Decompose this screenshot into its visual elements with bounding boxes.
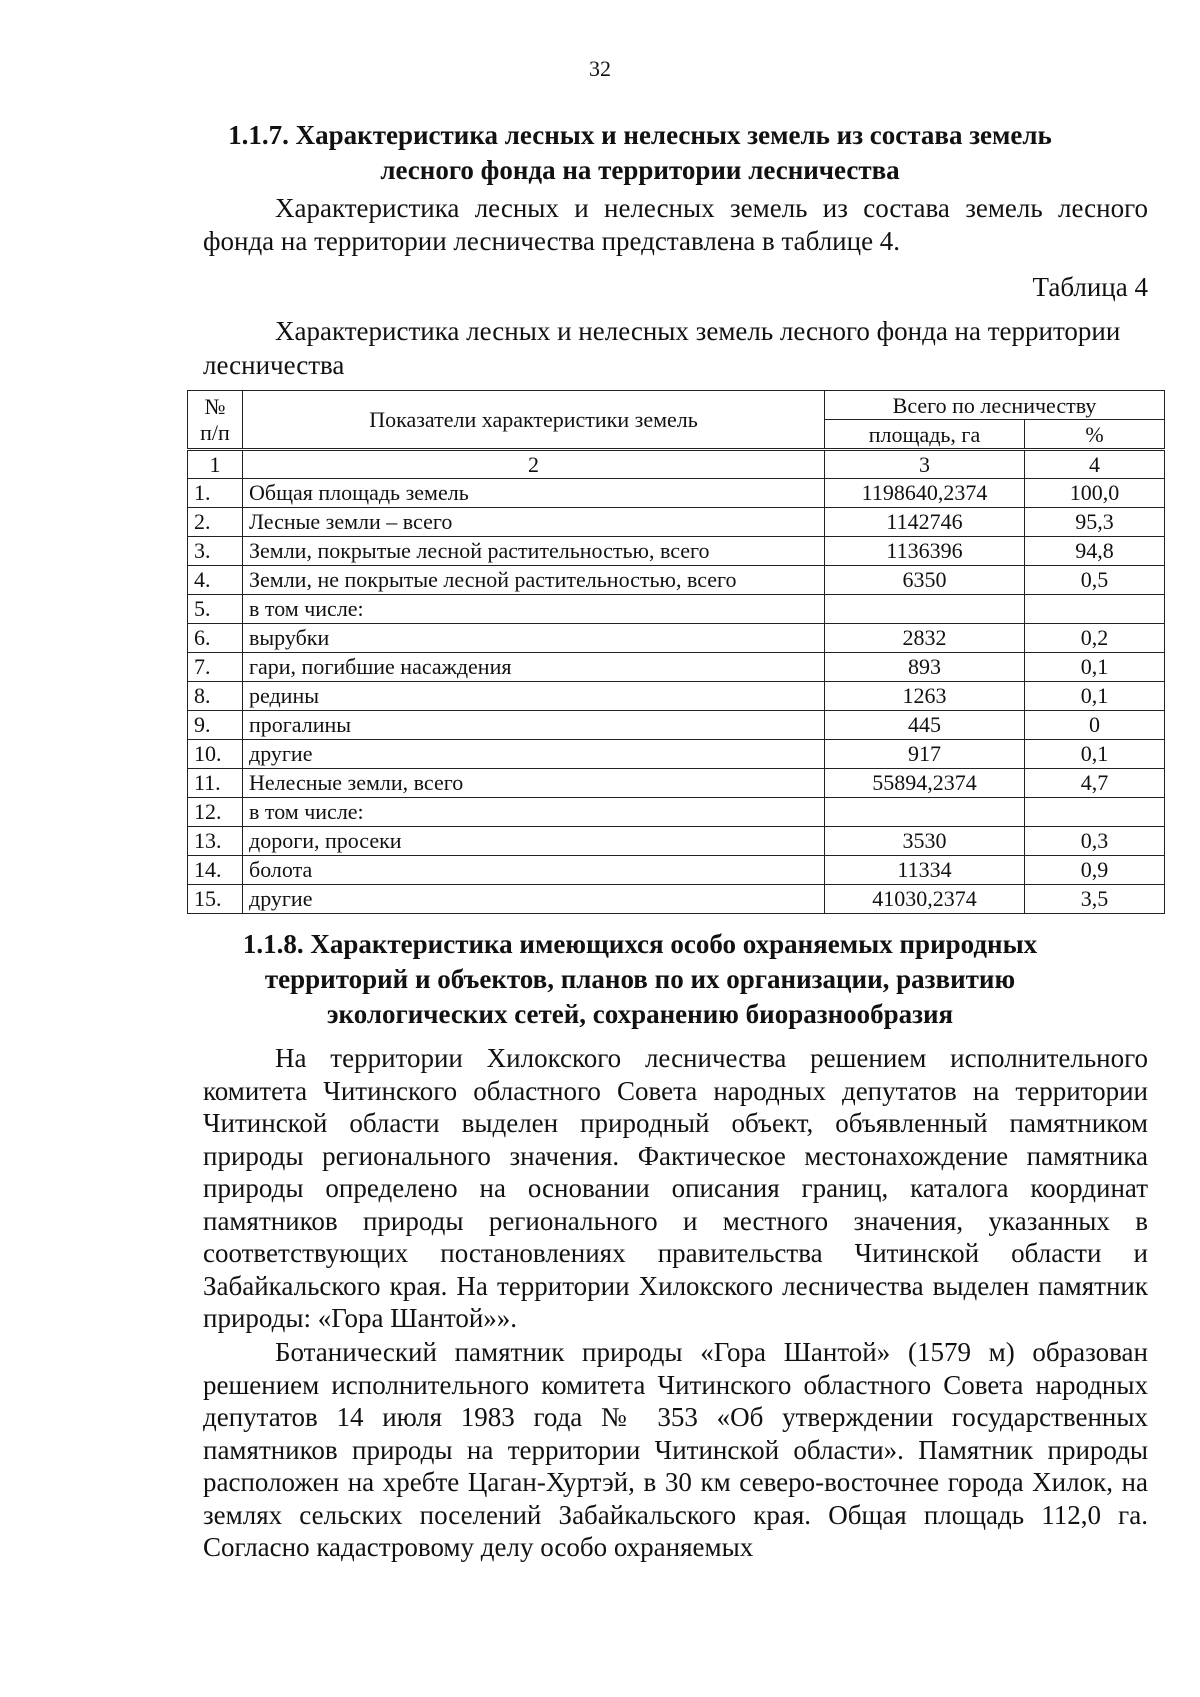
row-num: 2. [188,508,243,537]
row-area: 917 [825,740,1025,769]
row-num: 13. [188,827,243,856]
row-name: Земли, покрытые лесной растительностью, всего [243,537,825,566]
row-num: 7. [188,653,243,682]
table-row [188,508,1165,537]
row-name: дороги, просеки [243,827,825,856]
row-area [825,798,1025,827]
row-percent: 0,9 [1025,856,1165,885]
row-num: 9. [188,711,243,740]
row-name: Земли, не покрытые лесной растительностью, всего [243,566,825,595]
table-row [188,769,1165,798]
table-row [188,827,1165,856]
table-row [188,885,1165,914]
header-num: № п/п [188,391,243,450]
protected-areas-paragraph-1: На территории Хилокского лесничества решением исполнительного комитета Читинского областного Совета народных депутатов на территории Читинской области выделен природный объект, объявленный памятником природы регионального значения. Фактическое местонахождение памятника природы определено на основании описания границ, каталога координат памятников природы регионального и местного значения, указанных в соответствующих постановлениях правительства Читинской области и Забайкальского края. На территории Хилокского лесничества выделен памятник природы: «Гора Шантой»». [203,1043,1148,1333]
row-num: 3. [188,537,243,566]
column-number-row [188,450,1165,479]
table-row [188,711,1165,740]
row-area: 1136396 [825,537,1025,566]
row-name: другие [243,740,825,769]
row-area: 2832 [825,624,1025,653]
row-num: 12. [188,798,243,827]
row-num: 5. [188,595,243,624]
row-name: гари, погибшие насаждения [243,653,825,682]
header-total: Всего по лесничеству [825,391,1165,420]
row-percent: 0,2 [1025,624,1165,653]
table-caption: Характеристика лесных и нелесных земель лесного фонда на территории лесничества [203,316,1121,380]
row-area: 1142746 [825,508,1025,537]
table-row [188,682,1165,711]
table-row [188,624,1165,653]
row-name: Нелесные земли, всего [243,769,825,798]
row-area: 893 [825,653,1025,682]
row-percent [1025,595,1165,624]
row-area: 55894,2374 [825,769,1025,798]
row-area: 445 [825,711,1025,740]
row-area: 3530 [825,827,1025,856]
row-area: 41030,2374 [825,885,1025,914]
row-num: 10. [188,740,243,769]
row-num: 4. [188,566,243,595]
table-row [188,740,1165,769]
row-num: 15. [188,885,243,914]
row-name: Лесные земли – всего [243,508,825,537]
row-name: вырубки [243,624,825,653]
row-name: прогалины [243,711,825,740]
row-name: в том числе: [243,595,825,624]
table-row [188,537,1165,566]
row-percent: 3,5 [1025,885,1165,914]
row-percent: 4,7 [1025,769,1165,798]
table-row [188,798,1165,827]
row-num: 1. [188,479,243,508]
column-number: 4 [1025,450,1165,479]
row-name: болота [243,856,825,885]
row-name: в том числе: [243,798,825,827]
header-area: площадь, га [825,420,1025,450]
row-num: 8. [188,682,243,711]
row-percent: 0,1 [1025,682,1165,711]
section-heading-1-1-8: 1.1.8. Характеристика имеющихся особо охраняемых природных территорий и объектов, планов по их организации, развитию экологических сетей, сохранению биоразнообразия [242,929,1038,1029]
row-name: Общая площадь земель [243,479,825,508]
table-row [188,479,1165,508]
table-row [188,653,1165,682]
header-indicator: Показатели характеристики земель [243,391,825,450]
row-percent: 100,0 [1025,479,1165,508]
page-number: 32 [589,56,611,81]
table-row [188,566,1165,595]
row-percent: 0,5 [1025,566,1165,595]
table-row [188,856,1165,885]
row-area: 1263 [825,682,1025,711]
row-percent: 0,3 [1025,827,1165,856]
row-percent: 0,1 [1025,740,1165,769]
row-area: 1198640,2374 [825,479,1025,508]
section-heading-1-1-7: 1.1.7. Характеристика лесных и нелесных земель из состава земель лесного фонда на территории лесничества [228,120,1052,185]
section-intro-paragraph: Характеристика лесных и нелесных земель из состава земель лесного фонда на территории лесничества представлена в таблице 4. [203,193,1148,256]
row-num: 11. [188,769,243,798]
header-percent: % [1025,420,1165,450]
row-num: 14. [188,856,243,885]
table-row [188,595,1165,624]
row-area: 11334 [825,856,1025,885]
row-name: другие [243,885,825,914]
row-area [825,595,1025,624]
row-percent: 94,8 [1025,537,1165,566]
row-num: 6. [188,624,243,653]
protected-areas-paragraph-2: Ботанический памятник природы «Гора Шантой» (1579 м) образован решением исполнительного комитета Читинского областного Совета народных депутатов 14 июля 1983 года № 353 «Об утверждении государственных памятников природы на территории Читинской области». Памятник природы расположен на хребте Цаган-Хуртэй, в 30 км северо-восточнее города Хилок, на землях сельских поселений Забайкальского края. Общая площадь 112,0 га. Согласно кадастровому делу особо охраняемых [203,1337,1148,1562]
column-number: 1 [188,450,243,479]
column-number: 2 [243,450,825,479]
column-number: 3 [825,450,1025,479]
row-percent: 0 [1025,711,1165,740]
row-name: редины [243,682,825,711]
land-characteristics-table [187,390,1165,914]
table-label: Таблица 4 [1032,272,1148,302]
row-percent [1025,798,1165,827]
row-percent: 0,1 [1025,653,1165,682]
row-percent: 95,3 [1025,508,1165,537]
row-area: 6350 [825,566,1025,595]
